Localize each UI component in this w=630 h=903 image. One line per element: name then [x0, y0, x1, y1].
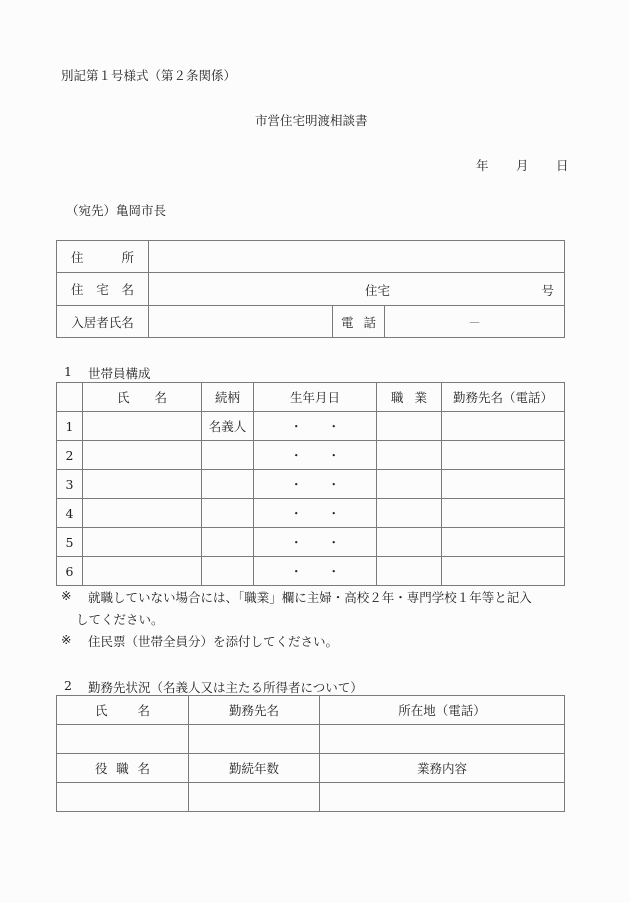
table-row [57, 441, 565, 470]
birthdate-field[interactable]: ・ ・ [254, 557, 377, 586]
birthdate-field[interactable]: ・ ・ [254, 499, 377, 528]
unit-suffix: 号 [541, 283, 555, 298]
table-row [57, 499, 565, 528]
duties-field[interactable] [320, 783, 565, 812]
emp-location-field[interactable] [320, 725, 565, 754]
birthdate-field[interactable]: ・ ・ [254, 470, 377, 499]
relationship-header: 続柄 [202, 383, 254, 412]
row-number: 6 [57, 557, 83, 586]
relationship-field[interactable] [202, 557, 254, 586]
household-table [56, 382, 565, 586]
relationship-field[interactable] [202, 441, 254, 470]
address-field[interactable] [149, 241, 565, 273]
birthdate-field[interactable]: ・ ・ [254, 441, 377, 470]
occupation-field[interactable] [377, 441, 442, 470]
employment-header-row [57, 696, 565, 725]
phone-label-char: 話 [363, 314, 376, 330]
relationship-field[interactable] [202, 528, 254, 557]
table-row [57, 528, 565, 557]
relationship-field[interactable] [202, 470, 254, 499]
member-name-field[interactable] [83, 499, 202, 528]
occupation-header-char: 職 [391, 390, 404, 405]
row-number: 5 [57, 528, 83, 557]
member-name-field[interactable] [83, 557, 202, 586]
address-label [57, 241, 149, 273]
name-header-char: 氏 [117, 390, 130, 405]
note-text-continued: してください。 [76, 612, 164, 627]
emp-name-header-char: 氏 [95, 703, 108, 718]
document-title: 市営住宅明渡相談書 [255, 113, 368, 128]
row-number: 2 [57, 441, 83, 470]
duties-header: 業務内容 [320, 754, 565, 783]
row-number: 1 [57, 412, 83, 441]
row-number: 4 [57, 499, 83, 528]
occupation-field[interactable] [377, 528, 442, 557]
section1-number: 1 [64, 364, 72, 379]
employment-table [56, 695, 565, 812]
workplace-field[interactable] [442, 441, 565, 470]
occupation-header-char: 業 [414, 390, 427, 405]
housing-name-label-char: 名 [121, 282, 134, 297]
position-field[interactable] [57, 783, 189, 812]
years-header: 勤続年数 [189, 754, 320, 783]
occupation-field[interactable] [377, 412, 442, 441]
name-header [83, 383, 202, 412]
workplace-field[interactable] [442, 499, 565, 528]
workplace-field[interactable] [442, 528, 565, 557]
employment-input-row [57, 725, 565, 754]
housing-name-label [57, 273, 149, 306]
section1-heading: 世帯員構成 [88, 366, 151, 381]
address-label-char: 住 [71, 249, 84, 265]
note-text: 就職していない場合には、「職業」欄に主婦・高校２年・専門学校１年等と記入 [88, 590, 532, 605]
position-header-char: 役 [95, 761, 108, 776]
emp-workplace-field[interactable] [189, 725, 320, 754]
birthdate-header: 生年月日 [254, 383, 377, 412]
member-name-field[interactable] [83, 412, 202, 441]
emp-name-header [57, 696, 189, 725]
table-row [57, 412, 565, 441]
phone-label-char: 電 [341, 314, 354, 330]
workplace-field[interactable] [442, 557, 565, 586]
date-year-label: 年 [476, 158, 489, 173]
resident-row [57, 306, 565, 338]
occupation-field[interactable] [377, 557, 442, 586]
emp-workplace-header: 勤務先名 [189, 696, 320, 725]
resident-name-label: 入居者氏名 [57, 306, 149, 338]
workplace-header: 勤務先名（電話） [442, 383, 565, 412]
note-text: 住民票（世帯全員分）を添付してください。 [88, 634, 339, 649]
relationship-field[interactable] [202, 499, 254, 528]
no-header [57, 383, 83, 412]
member-name-field[interactable] [83, 528, 202, 557]
addressee: （宛先）亀岡市長 [66, 203, 167, 218]
housing-suffix: 住宅 [365, 283, 391, 298]
birthdate-field[interactable]: ・ ・ [254, 412, 377, 441]
resident-name-field[interactable] [149, 306, 333, 338]
housing-name-field[interactable] [149, 273, 565, 306]
relationship-field[interactable]: 名義人 [202, 412, 254, 441]
phone-label [333, 306, 385, 338]
housing-name-label-char: 住 [71, 282, 84, 297]
section2-heading: 勤務先状況（名義人又は主たる所得者について） [88, 680, 363, 695]
address-label-char: 所 [121, 249, 134, 265]
birthdate-field[interactable]: ・ ・ [254, 528, 377, 557]
emp-name-field[interactable] [57, 725, 189, 754]
address-row [57, 241, 565, 273]
date-day-label: 日 [556, 158, 569, 173]
date-month-label: 月 [516, 158, 529, 173]
position-header [57, 754, 189, 783]
emp-name-header-char: 名 [137, 703, 150, 718]
note-mark: ※ [61, 588, 72, 603]
table-row [57, 470, 565, 499]
phone-field[interactable] [385, 306, 565, 338]
occupation-header [377, 383, 442, 412]
position-header-char: 名 [137, 761, 150, 776]
emp-location-header: 所在地（電話） [320, 696, 565, 725]
position-header-char: 職 [116, 761, 129, 776]
applicant-table [56, 240, 565, 338]
phone-separator: － [468, 314, 481, 330]
section2-number: 2 [64, 678, 72, 693]
form-number: 別記第１号様式（第２条関係） [61, 68, 237, 83]
employment-header-row-2 [57, 754, 565, 783]
table-row [57, 557, 565, 586]
note-mark: ※ [61, 632, 72, 647]
occupation-field[interactable] [377, 499, 442, 528]
member-name-field[interactable] [83, 441, 202, 470]
workplace-field[interactable] [442, 412, 565, 441]
occupation-field[interactable] [377, 470, 442, 499]
housing-name-label-char: 宅 [96, 282, 109, 297]
name-header-char: 名 [154, 390, 167, 405]
employment-input-row-2 [57, 783, 565, 812]
housing-name-row [57, 273, 565, 306]
household-header-row [57, 383, 565, 412]
years-field[interactable] [189, 783, 320, 812]
workplace-field[interactable] [442, 470, 565, 499]
row-number: 3 [57, 470, 83, 499]
member-name-field[interactable] [83, 470, 202, 499]
